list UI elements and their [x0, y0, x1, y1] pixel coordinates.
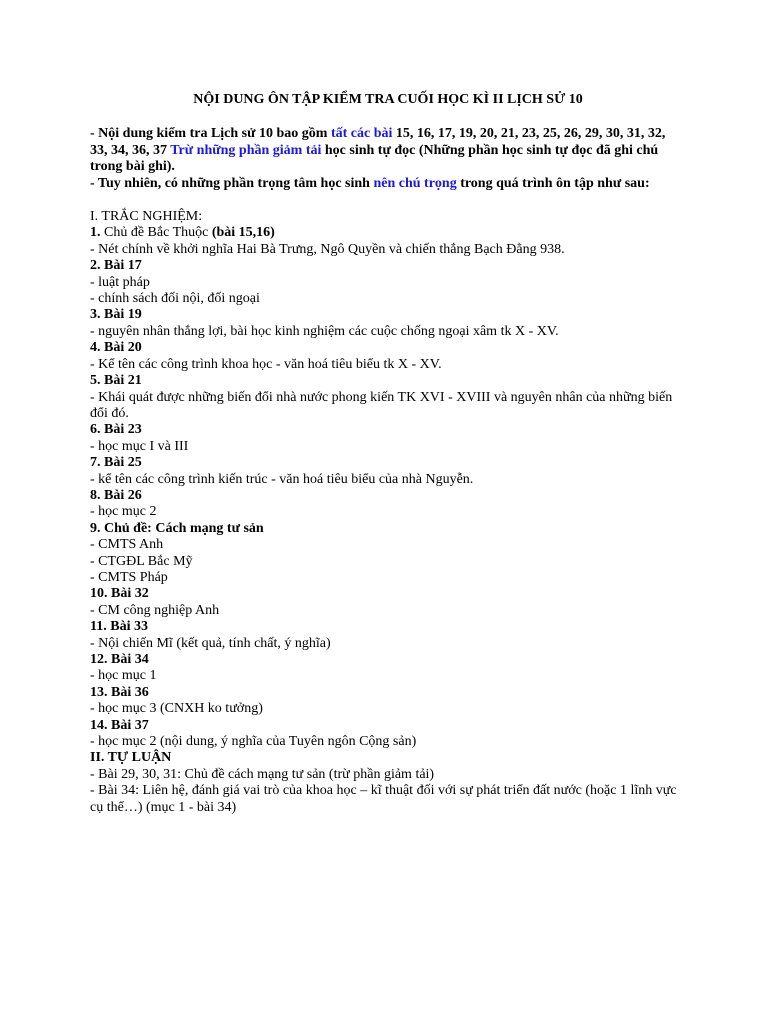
- list-item: 4. Bài 20: [90, 340, 142, 356]
- list-item: 7. Bài 25: [90, 455, 142, 471]
- list-detail: - CM công nghiệp Anh: [90, 602, 220, 618]
- list-detail: - Bài 29, 30, 31: Chủ đề cách mạng tư sản (trừ phần giảm tải): [90, 766, 435, 782]
- section-heading-trac-nghiem: I. TRẮC NGHIỆM:: [90, 209, 203, 225]
- list-item: 10. Bài 32: [90, 586, 149, 602]
- list-detail: - học mục I và III: [90, 438, 189, 454]
- list-item: 8. Bài 26: [90, 487, 142, 503]
- section-heading-tu-luan: II. TỰ LUẬN: [90, 750, 172, 766]
- item-text: Chủ đề Bắc Thuộc: [100, 225, 212, 241]
- list-detail: - Nội chiến Mĩ (kết quả, tính chất, ý nghĩa): [90, 635, 331, 651]
- intro-text: trong quá trình ôn tập như sau:: [456, 175, 650, 191]
- list-detail: - CMTS Pháp: [90, 569, 168, 585]
- list-item: 2. Bài 17: [90, 258, 142, 274]
- list-item: 13. Bài 36: [90, 684, 149, 700]
- list-detail: - học mục 3 (CNXH ko tưởng): [90, 701, 263, 717]
- list-detail: - CMTS Anh: [90, 537, 164, 553]
- intro-paragraph-2: [90, 176, 680, 192]
- list-detail: - học mục 1: [90, 668, 157, 684]
- list-detail: - Khái quát được những biến đổi nhà nước phong kiến TK XVI - XVIII và nguyên nhân của những biến đổi đó.: [90, 389, 673, 421]
- list-item: 3. Bài 19: [90, 307, 142, 323]
- list-detail: - luật pháp: [90, 274, 150, 290]
- list-detail: - Bài 34: Liên hệ, đánh giá vai trò của khoa học – kĩ thuật đối với sự phát triển đất nước (hoặc 1 lĩnh vực cụ thể…) (mục 1 - bài 34): [90, 783, 677, 815]
- item-number: 1.: [90, 225, 101, 241]
- list-detail: - Nét chính về khởi nghĩa Hai Bà Trưng, Ngô Quyền và chiến thắng Bạch Đằng 938.: [90, 241, 565, 257]
- intro-text: học sinh tự đọc (Những phần học sinh tự đọc đã ghi chú trong bài ghi).: [90, 142, 659, 175]
- list-detail: - học mục 2: [90, 504, 157, 520]
- list-item: 14. Bài 37: [90, 717, 149, 733]
- list-detail: - học mục 2 (nội dung, ý nghĩa của Tuyên ngôn Cộng sản): [90, 734, 417, 750]
- list-detail: - kể tên các công trình kiến trúc - văn hoá tiêu biểu của nhà Nguyễn.: [90, 471, 474, 487]
- spacer: [90, 192, 680, 209]
- list-item: 9. Chủ đề: Cách mạng tư sản: [90, 520, 264, 536]
- intro-paragraph-1: [90, 126, 680, 175]
- document-page: [90, 92, 680, 816]
- item-bold-text: (bài 15,16): [211, 225, 275, 241]
- list-item: 12. Bài 34: [90, 652, 149, 667]
- list-item: [90, 225, 680, 241]
- highlight-text: nên chú trọng: [373, 175, 457, 191]
- list-detail: - nguyên nhân thắng lợi, bài học kinh nghiệm các cuộc chống ngoại xâm tk X - XV.: [90, 323, 559, 339]
- list-detail: - CTGĐL Bắc Mỹ: [90, 553, 193, 569]
- intro-text: - Nội dung kiểm tra Lịch sử 10 bao gồm: [90, 126, 331, 142]
- highlight-text: tất các bài: [330, 126, 393, 142]
- intro-text: 15, 16, 17, 19, 20, 21, 23, 25, 26, 29, 30, 31, 32, 33, 34, 36, 37: [90, 126, 666, 158]
- page-title: NỘI DUNG ÔN TẬP KIỂM TRA CUỐI HỌC KÌ II LỊCH SỬ 10: [193, 92, 583, 107]
- intro-text: - Tuy nhiên, có những phần trọng tâm học sinh: [90, 175, 374, 191]
- list-detail: - Kể tên các công trình khoa học - văn hoá tiêu biểu tk X - XV.: [90, 356, 442, 372]
- list-item: 11. Bài 33: [90, 619, 148, 635]
- highlight-text: Trừ những phần giảm tải: [170, 142, 322, 158]
- list-detail: - chính sách đối nội, đối ngoại: [90, 291, 260, 307]
- list-item: 5. Bài 21: [90, 373, 142, 389]
- list-item: 6. Bài 23: [90, 422, 142, 438]
